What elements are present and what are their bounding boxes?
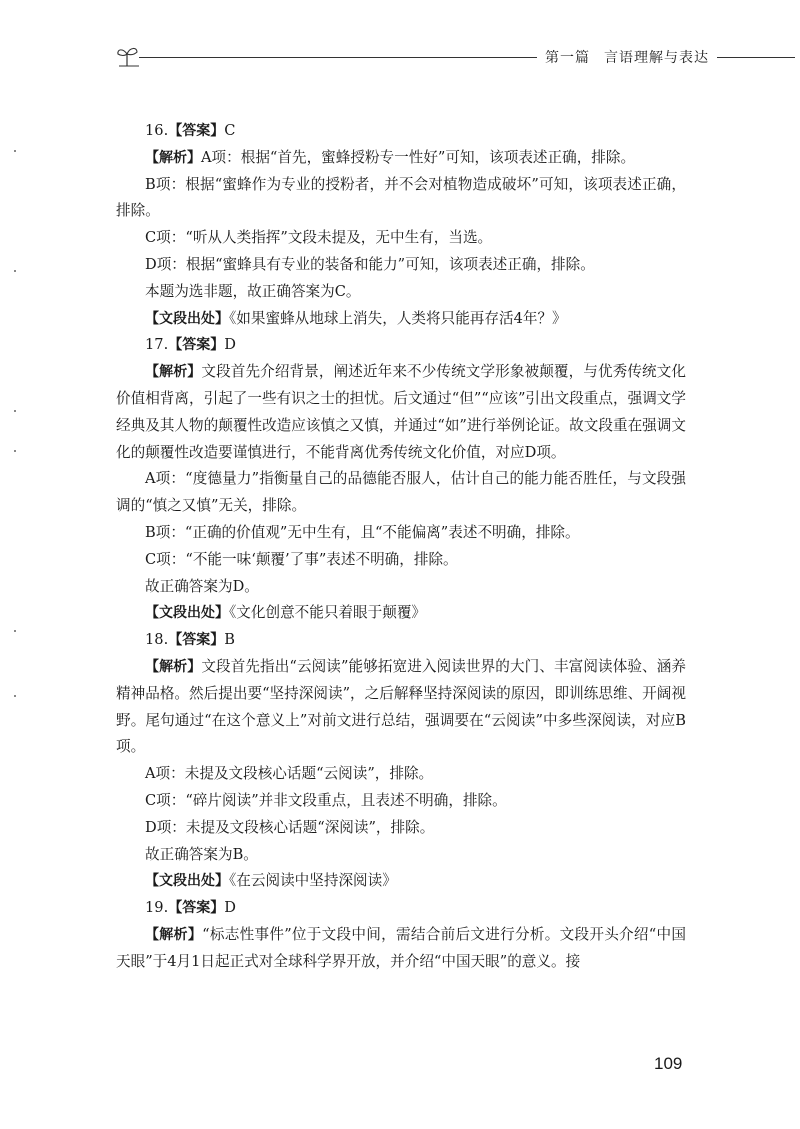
- q16-option-d: D项：根据“蜜蜂具有专业的装备和能力”可知，该项表述正确，排除。: [145, 255, 595, 273]
- explanation-label: 【解析】: [145, 658, 202, 675]
- q16-option-b: B项：根据“蜜蜂作为专业的授粉者，并不会对植物造成破坏”可知，该项表述正确，排除。: [116, 175, 686, 220]
- running-header: [115, 44, 795, 68]
- q16-answer: 16.【答案】C: [145, 122, 236, 139]
- header-rule-right: [717, 57, 795, 58]
- answer-label: 【答案】: [168, 123, 225, 139]
- page-number: 109: [654, 1054, 683, 1073]
- source-label: 【文段出处】: [145, 310, 229, 327]
- sprout-icon: [115, 44, 141, 68]
- source-label: 【文段出处】: [145, 873, 229, 890]
- q19-answer: 19.【答案】D: [145, 899, 236, 917]
- answer-label: 【答案】: [168, 632, 225, 649]
- q18-option-a: A项：未提及文段核心话题“云阅读”，排除。: [145, 765, 434, 783]
- header-part: 第一篇: [545, 50, 590, 66]
- header-rule-left: [139, 57, 537, 58]
- q17-option-b: B项：“正确的价值观”无中生有，且“不能偏离”表述不明确，排除。: [145, 523, 580, 541]
- source-label: 【文段出处】: [145, 605, 229, 622]
- answer-label: 【答案】: [168, 337, 225, 354]
- q16-source: 【文段出处】《如果蜜蜂从地球上消失，人类将只能再存活4年？》: [145, 309, 567, 327]
- q16-explanation: 【解析】A项：根据“首先，蜜蜂授粉专一性好”可知，该项表述正确，排除。: [145, 148, 636, 166]
- q17-answer: 17.【答案】D: [145, 336, 236, 354]
- q16-option-c: C项：“听从人类指挥”文段未提及，无中生有，当选。: [145, 229, 493, 247]
- answer-explanations: [116, 118, 686, 976]
- q18-option-c: C项：“碎片阅读”并非文段重点，且表述不明确，排除。: [145, 791, 507, 809]
- q18-conclusion: 故正确答案为B。: [145, 845, 258, 863]
- q18-answer: 18.【答案】B: [145, 631, 235, 649]
- explanation-label: 【解析】: [145, 364, 202, 381]
- answer-label: 【答案】: [168, 900, 225, 917]
- header-title: [545, 47, 709, 67]
- margin-scan-marks: [14, 150, 16, 710]
- q18-explanation: 【解析】文段首先指出“云阅读”能够拓宽进入阅读世界的大门、丰富阅读体验、涵养精神品格。然后提出要“坚持深阅读”，之后解释坚持深阅读的原因，即训练思维、开阔视野。尾句通过“在这个意义上”对前文进行总结，强调要在“云阅读”中多些深阅读，对应B项。: [116, 657, 686, 756]
- q18-source: 【文段出处】《在云阅读中坚持深阅读》: [145, 872, 397, 890]
- q18-option-d: D项：未提及文段核心话题“深阅读”，排除。: [145, 818, 435, 836]
- q19-explanation: 【解析】“标志性事件”位于文段中间，需结合前后文进行分析。文段开头介绍“中国天眼”于4月1日起正式对全球科学界开放，并介绍“中国天眼”的意义。接: [116, 925, 687, 970]
- q17-option-a: A项：“度德量力”指衡量自己的品德能否服人，估计自己的能力能否胜任，与文段强调的“慎之又慎”无关，排除。: [116, 470, 686, 515]
- q17-option-c: C项：“不能一味‘颠覆’了事”表述不明确，排除。: [145, 550, 458, 568]
- q17-conclusion: 故正确答案为D。: [145, 577, 259, 595]
- q16-conclusion: 本题为选非题，故正确答案为C。: [145, 282, 361, 300]
- q17-source: 【文段出处】《文化创意不能只着眼于颠覆》: [145, 604, 427, 622]
- explanation-label: 【解析】: [145, 926, 203, 943]
- explanation-label: 【解析】: [145, 149, 201, 166]
- q17-explanation: 【解析】文段首先介绍背景，阐述近年来不少传统文学形象被颠覆，与优秀传统文化价值相背离，引起了一些有识之士的担忧。后文通过“但”“应该”引出文段重点，强调文学经典及其人物的颠覆性改造应该慎之又慎，并通过“如”进行举例论证。故文段重在强调文化的颠覆性改造要谨慎进行，不能背离优秀传统文化价值，对应D项。: [116, 363, 687, 461]
- header-section: 言语理解与表达: [604, 50, 709, 66]
